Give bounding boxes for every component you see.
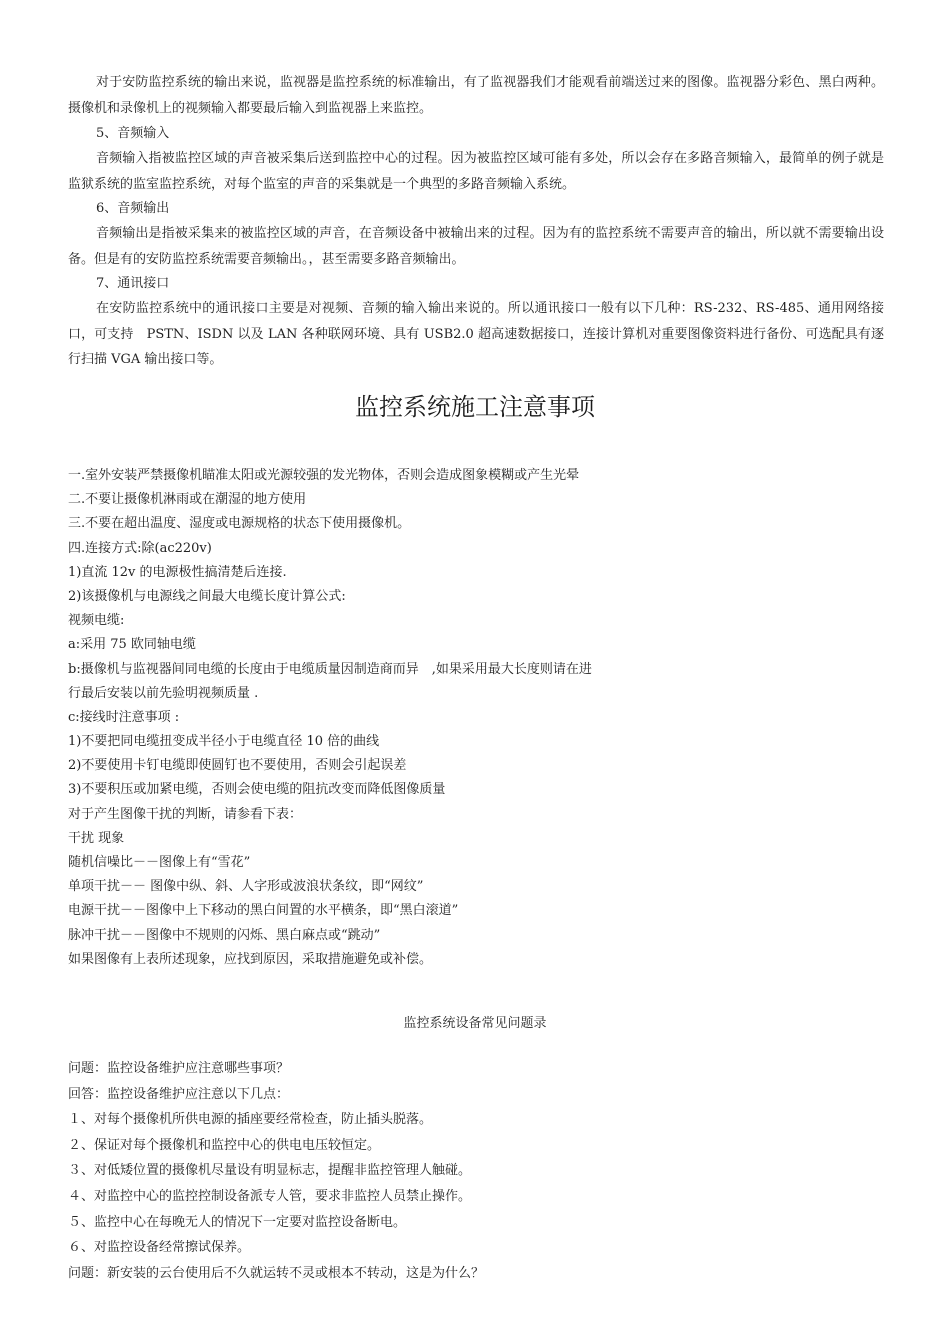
monitor-output-paragraph: 对于安防监控系统的输出来说，监视器是监控系统的标准输出，有了监视器我们才能观看前端送过来的图像。监视器分彩色、黑白两种。摄像机和录像机上的视频输入都要最后输入到监视器上来监控。 — [68, 75, 884, 116]
list-item: c:接线时注意事项 : — [68, 709, 180, 725]
list-item: １、对每个摄像机所供电源的插座要经常检查，防止插头脱落。 — [68, 1112, 433, 1128]
list-item: 四.连接方式:除(ac220v) — [68, 540, 212, 556]
audio-input-heading: 5、音频输入 — [96, 126, 170, 141]
list-item: ３、对低矮位置的摄像机尽量设有明显标志，提醒非监控管理人触碰。 — [68, 1163, 472, 1179]
comm-interface-paragraph: 在安防监控系统中的通讯接口主要是对视频、音频的输入输出来说的。所以通讯接口一般有以下几种：RS-232、RS-485、通用网络接口，可支持 PSTN、ISDN 以及 LAN 各种联网环境、具有 USB2.0 超高速数据接口，连接计算机对重要图像资料进行备份、可选配具有逐行扫描 VGA 输出接口等。 — [68, 301, 884, 367]
audio-output-heading: 6、音频输出 — [96, 201, 170, 216]
list-item: 回答：监控设备维护应注意以下几点： — [68, 1086, 290, 1102]
comm-interface-heading: 7、通讯接口 — [96, 276, 170, 291]
list-item: 脉冲干扰－－图像中不规则的闪烁、黑白麻点或“跳动” — [68, 927, 381, 943]
list-item: 1)直流 12v 的电源极性搞清楚后连接. — [68, 564, 287, 580]
faq-title: 监控系统设备常见问题录 — [403, 1016, 547, 1031]
list-item: 二.不要让摄像机淋雨或在潮湿的地方使用 — [68, 492, 307, 508]
list-item: 3)不要积压或加紧电缆，否则会使电缆的阻抗改变而降低图像质量 — [68, 782, 446, 798]
construction-notes-title: 监控系统施工注意事项 — [355, 393, 595, 421]
list-item: 视频电缆: — [68, 613, 125, 629]
list-item: 2)该摄像机与电源线之间最大电缆长度计算公式: — [68, 588, 346, 604]
list-item: ５、监控中心在每晚无人的情况下一定要对监控设备断电。 — [68, 1214, 407, 1230]
faq-list — [68, 1056, 484, 1286]
list-item: 1)不要把同电缆扭变成半径小于电缆直径 10 倍的曲线 — [68, 734, 380, 750]
list-item: 2)不要使用卡钉电缆即使圆钉也不要使用，否则会引起误差 — [68, 758, 407, 774]
audio-output-paragraph: 音频输出是指被采集来的被监控区域的声音，在音频设备中被输出来的过程。因为有的监控系统不需要声音的输出，所以就不需要输出设备。但是有的安防监控系统需要音频输出。，甚至需要多路音频输出。 — [68, 226, 884, 267]
list-item: ６、对监控设备经常擦试保养。 — [68, 1240, 251, 1256]
list-item: 三.不要在超出温度、湿度或电源规格的状态下使用摄像机。 — [68, 516, 411, 532]
list-item: 如果图像有上表所述现象，应找到原因，采取措施避免或补偿。 — [68, 951, 433, 967]
list-item: 问题：监控设备维护应注意哪些事项？ — [68, 1061, 290, 1076]
list-item: a:采用 75 欧同轴电缆 — [68, 637, 196, 653]
list-item: ２、保证对每个摄像机和监控中心的供电电压较恒定。 — [68, 1137, 381, 1153]
list-item: 对于产生图像干扰的判断，请参看下表： — [68, 806, 303, 822]
list-item: 电源干扰－－图像中上下移动的黑白间置的水平横条，即“黑白滚道” — [68, 903, 459, 919]
list-item: 一.室外安装严禁摄像机瞄准太阳或光源较强的发光物体，否则会造成图象模糊或产生光晕 — [68, 468, 580, 483]
construction-notes-list — [68, 464, 592, 972]
list-item: b:摄像机与监视器间同电缆的长度由于电缆质量因制造商而异 ,如果采用最大长度则请在进 — [68, 661, 592, 677]
audio-input-paragraph: 音频输入指被监控区域的声音被采集后送到监控中心的过程。因为被监控区域可能有多处，所以会存在多路音频输入，最简单的例子就是监狱系统的监室监控系统，对每个监室的声音的采集就是一个典型的多路音频输入系统。 — [68, 151, 884, 192]
list-item: 问题：新安装的云台使用后不久就运转不灵或根本不转动，这是为什么？ — [68, 1265, 485, 1281]
list-item: 行最后安装以前先验明视频质量 . — [68, 685, 259, 701]
list-item: 单项干扰－－ 图像中纵、斜、人字形或波浪状条纹，即“网纹” — [68, 879, 424, 895]
list-item: 随机信噪比－－图像上有“雪花” — [68, 855, 251, 870]
list-item: 干扰 现象 — [68, 830, 125, 846]
list-item: ４、对监控中心的监控控制设备派专人管，要求非监控人员禁止操作。 — [68, 1188, 472, 1204]
